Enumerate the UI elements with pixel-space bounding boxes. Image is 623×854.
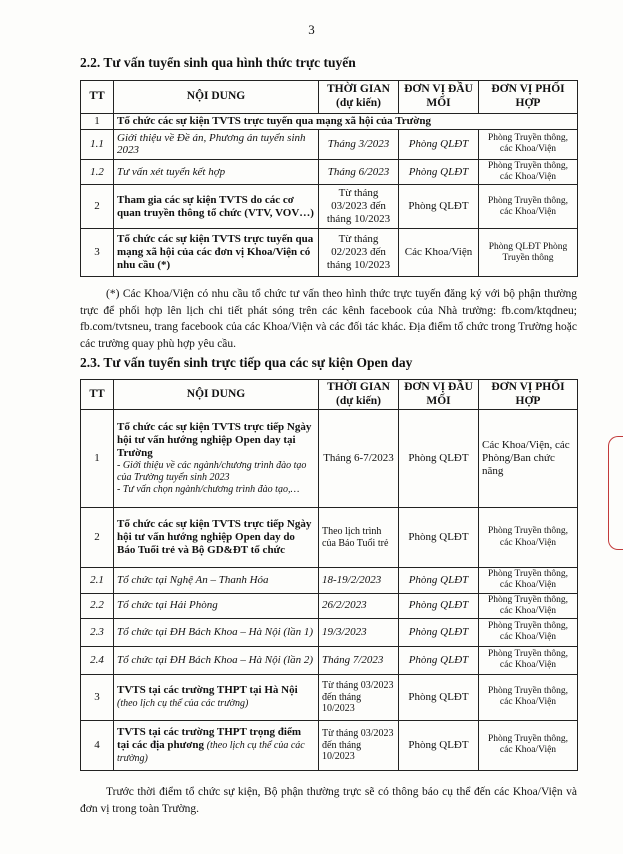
table-header-row [81,380,578,410]
section-2-2-title: 2.2. Tư vấn tuyển sinh qua hình thức trực tuyến [80,55,356,70]
row-tt: 2.3 [81,618,114,646]
table-row [81,410,578,508]
row-coop: Phòng Truyền thông, các Khoa/Viện [479,618,578,646]
row-coop: Phòng Truyền thông, các Khoa/Viện [479,568,578,593]
header-content: NỘI DUNG [114,81,319,114]
row-tt: 3 [81,674,114,720]
row-time: Từ tháng 03/2023 đến tháng 10/2023 [319,674,399,720]
row-lead: Phòng QLĐT [399,674,479,720]
stamp-mark [608,436,623,550]
row-time: Từ tháng 02/2023 đến tháng 10/2023 [319,229,399,277]
table-row [81,508,578,568]
table-row [81,568,578,593]
row-tt: 4 [81,720,114,770]
row-content: Tham gia các sự kiện TVTS do các cơ quan truyền thông tổ chức (VTV, VOV…) [114,185,319,229]
row-content-sub: (theo lịch cụ thể của các trường) [117,698,249,710]
row-lead: Phòng QLĐT [399,410,479,508]
row-lead: Phòng QLĐT [399,568,479,593]
row-coop: Phòng QLĐT Phòng Truyền thông [479,229,578,277]
row-content-sub: (theo lịch cụ thể của các trường) [117,739,305,764]
row-coop: Phòng Truyền thông, các Khoa/Viện [479,185,578,229]
note-2-2: (*) Các Khoa/Viện có nhu cầu tổ chức tư vấn theo hình thức trực tuyến đăng ký với bộ phận thường trực để phối hợp lên lịch chi tiết phát sóng trên các kênh facebook của Nhà trường: fb.com/ktqdneu; fb.com/tvtsneu, trang facebook của các Khoa/Viện và các đối tác khác. Địa điểm tổ chức trong Trường hoặc các trường quay phù hợp yêu cầu. [80,288,577,351]
header-lead: ĐƠN VỊ ĐẦU MỐI [399,81,479,114]
row-time: Theo lịch trình của Báo Tuổi trẻ [319,508,399,568]
header-time: THỜI GIAN (dự kiến) [319,81,399,114]
row-content-sub1: - Giới thiệu về các ngành/chương trình đào tạo của Trường tuyển sinh 2023 [117,460,307,484]
table-row [81,129,578,159]
table-row [81,674,578,720]
row-tt: 1.1 [81,129,114,159]
group-content: Tổ chức các sự kiện TVTS trực tuyến qua mạng xã hội của Trường [114,114,578,130]
page-number: 3 [308,22,315,37]
row-tt: 1.2 [81,159,114,184]
row-content [114,720,319,770]
row-lead: Các Khoa/Viện [399,229,479,277]
row-time: 18-19/2/2023 [319,568,399,593]
row-content: Tổ chức tại Nghệ An – Thanh Hóa [114,568,319,593]
row-time: Từ tháng 03/2023 đến tháng 10/2023 [319,720,399,770]
row-time: Tháng 6/2023 [319,159,399,184]
row-coop: Phòng Truyền thông, các Khoa/Viện [479,593,578,618]
header-coop: ĐƠN VỊ PHỐI HỢP [479,380,578,410]
row-coop: Phòng Truyền thông, các Khoa/Viện [479,674,578,720]
row-tt: 2 [81,185,114,229]
row-tt: 2.2 [81,593,114,618]
row-time: Từ tháng 03/2023 đến tháng 10/2023 [319,185,399,229]
header-coop: ĐƠN VỊ PHỐI HỢP [479,81,578,114]
row-content: Tổ chức tại Hải Phòng [114,593,319,618]
row-tt: 2.1 [81,568,114,593]
table-row [81,185,578,229]
table-row [81,618,578,646]
row-content-title: TVTS tại các trường THPT tại Hà Nội [117,684,298,697]
row-content [114,674,319,720]
table-row [81,720,578,770]
row-time: 19/3/2023 [319,618,399,646]
row-coop: Phòng Truyền thông, các Khoa/Viện [479,159,578,184]
row-content [114,410,319,508]
row-content: Tổ chức các sự kiện TVTS trực tiếp Ngày hội tư vấn hướng nghiệp Open day do Báo Tuổi trẻ và Bộ GD&ĐT tổ chức [114,508,319,568]
header-time: THỜI GIAN (dự kiến) [319,380,399,410]
row-coop: Phòng Truyền thông, các Khoa/Viện [479,129,578,159]
header-tt: TT [81,380,114,410]
header-content: NỘI DUNG [114,380,319,410]
row-tt: 2.4 [81,646,114,674]
table-row [81,229,578,277]
row-coop: Phòng Truyền thông, các Khoa/Viện [479,508,578,568]
row-tt: 1 [81,410,114,508]
row-tt: 3 [81,229,114,277]
row-coop: Phòng Truyền thông, các Khoa/Viện [479,720,578,770]
row-lead: Phòng QLĐT [399,720,479,770]
row-content: Giới thiệu về Đề án, Phương án tuyển sinh 2023 [114,129,319,159]
section-2-3-title: 2.3. Tư vấn tuyển sinh trực tiếp qua các sự kiện Open day [80,355,413,370]
table-group-row [81,114,578,130]
open-day-table [80,379,578,771]
table-row [81,646,578,674]
header-tt: TT [81,81,114,114]
online-consulting-table [80,80,578,277]
row-time: Tháng 3/2023 [319,129,399,159]
row-coop: Phòng Truyền thông, các Khoa/Viện [479,646,578,674]
row-content: Tổ chức tại ĐH Bách Khoa – Hà Nội (lần 2) [114,646,319,674]
row-content-sub2: - Tư vấn chọn ngành/chương trình đào tạo,… [117,483,300,495]
row-content-title: TVTS tại các trường THPT trọng điểm tại các địa phương [117,725,302,751]
row-tt: 2 [81,508,114,568]
row-lead: Phòng QLĐT [399,618,479,646]
row-time: Tháng 7/2023 [319,646,399,674]
row-content: Tổ chức các sự kiện TVTS trực tuyến qua mạng xã hội của các đơn vị Khoa/Viện có nhu cầu (*) [114,229,319,277]
row-lead: Phòng QLĐT [399,185,479,229]
table-header-row [81,81,578,114]
row-lead: Phòng QLĐT [399,159,479,184]
row-coop: Các Khoa/Viện, các Phòng/Ban chức năng [479,410,578,508]
row-content-title: Tổ chức các sự kiện TVTS trực tiếp Ngày hội tư vấn hướng nghiệp Open day tại Trường [117,421,312,460]
note-2-3: Trước thời điểm tổ chức sự kiện, Bộ phận thường trực sẽ có thông báo cụ thể đến các Khoa/Viện và đơn vị trong toàn Trường. [80,786,577,815]
table-row [81,159,578,184]
group-tt: 1 [81,114,114,130]
row-lead: Phòng QLĐT [399,646,479,674]
table-row [81,593,578,618]
row-lead: Phòng QLĐT [399,593,479,618]
header-lead: ĐƠN VỊ ĐẦU MỐI [399,380,479,410]
row-time: Tháng 6-7/2023 [319,410,399,508]
row-lead: Phòng QLĐT [399,129,479,159]
row-content: Tổ chức tại ĐH Bách Khoa – Hà Nội (lần 1) [114,618,319,646]
row-lead: Phòng QLĐT [399,508,479,568]
row-time: 26/2/2023 [319,593,399,618]
row-content: Tư vấn xét tuyển kết hợp [114,159,319,184]
